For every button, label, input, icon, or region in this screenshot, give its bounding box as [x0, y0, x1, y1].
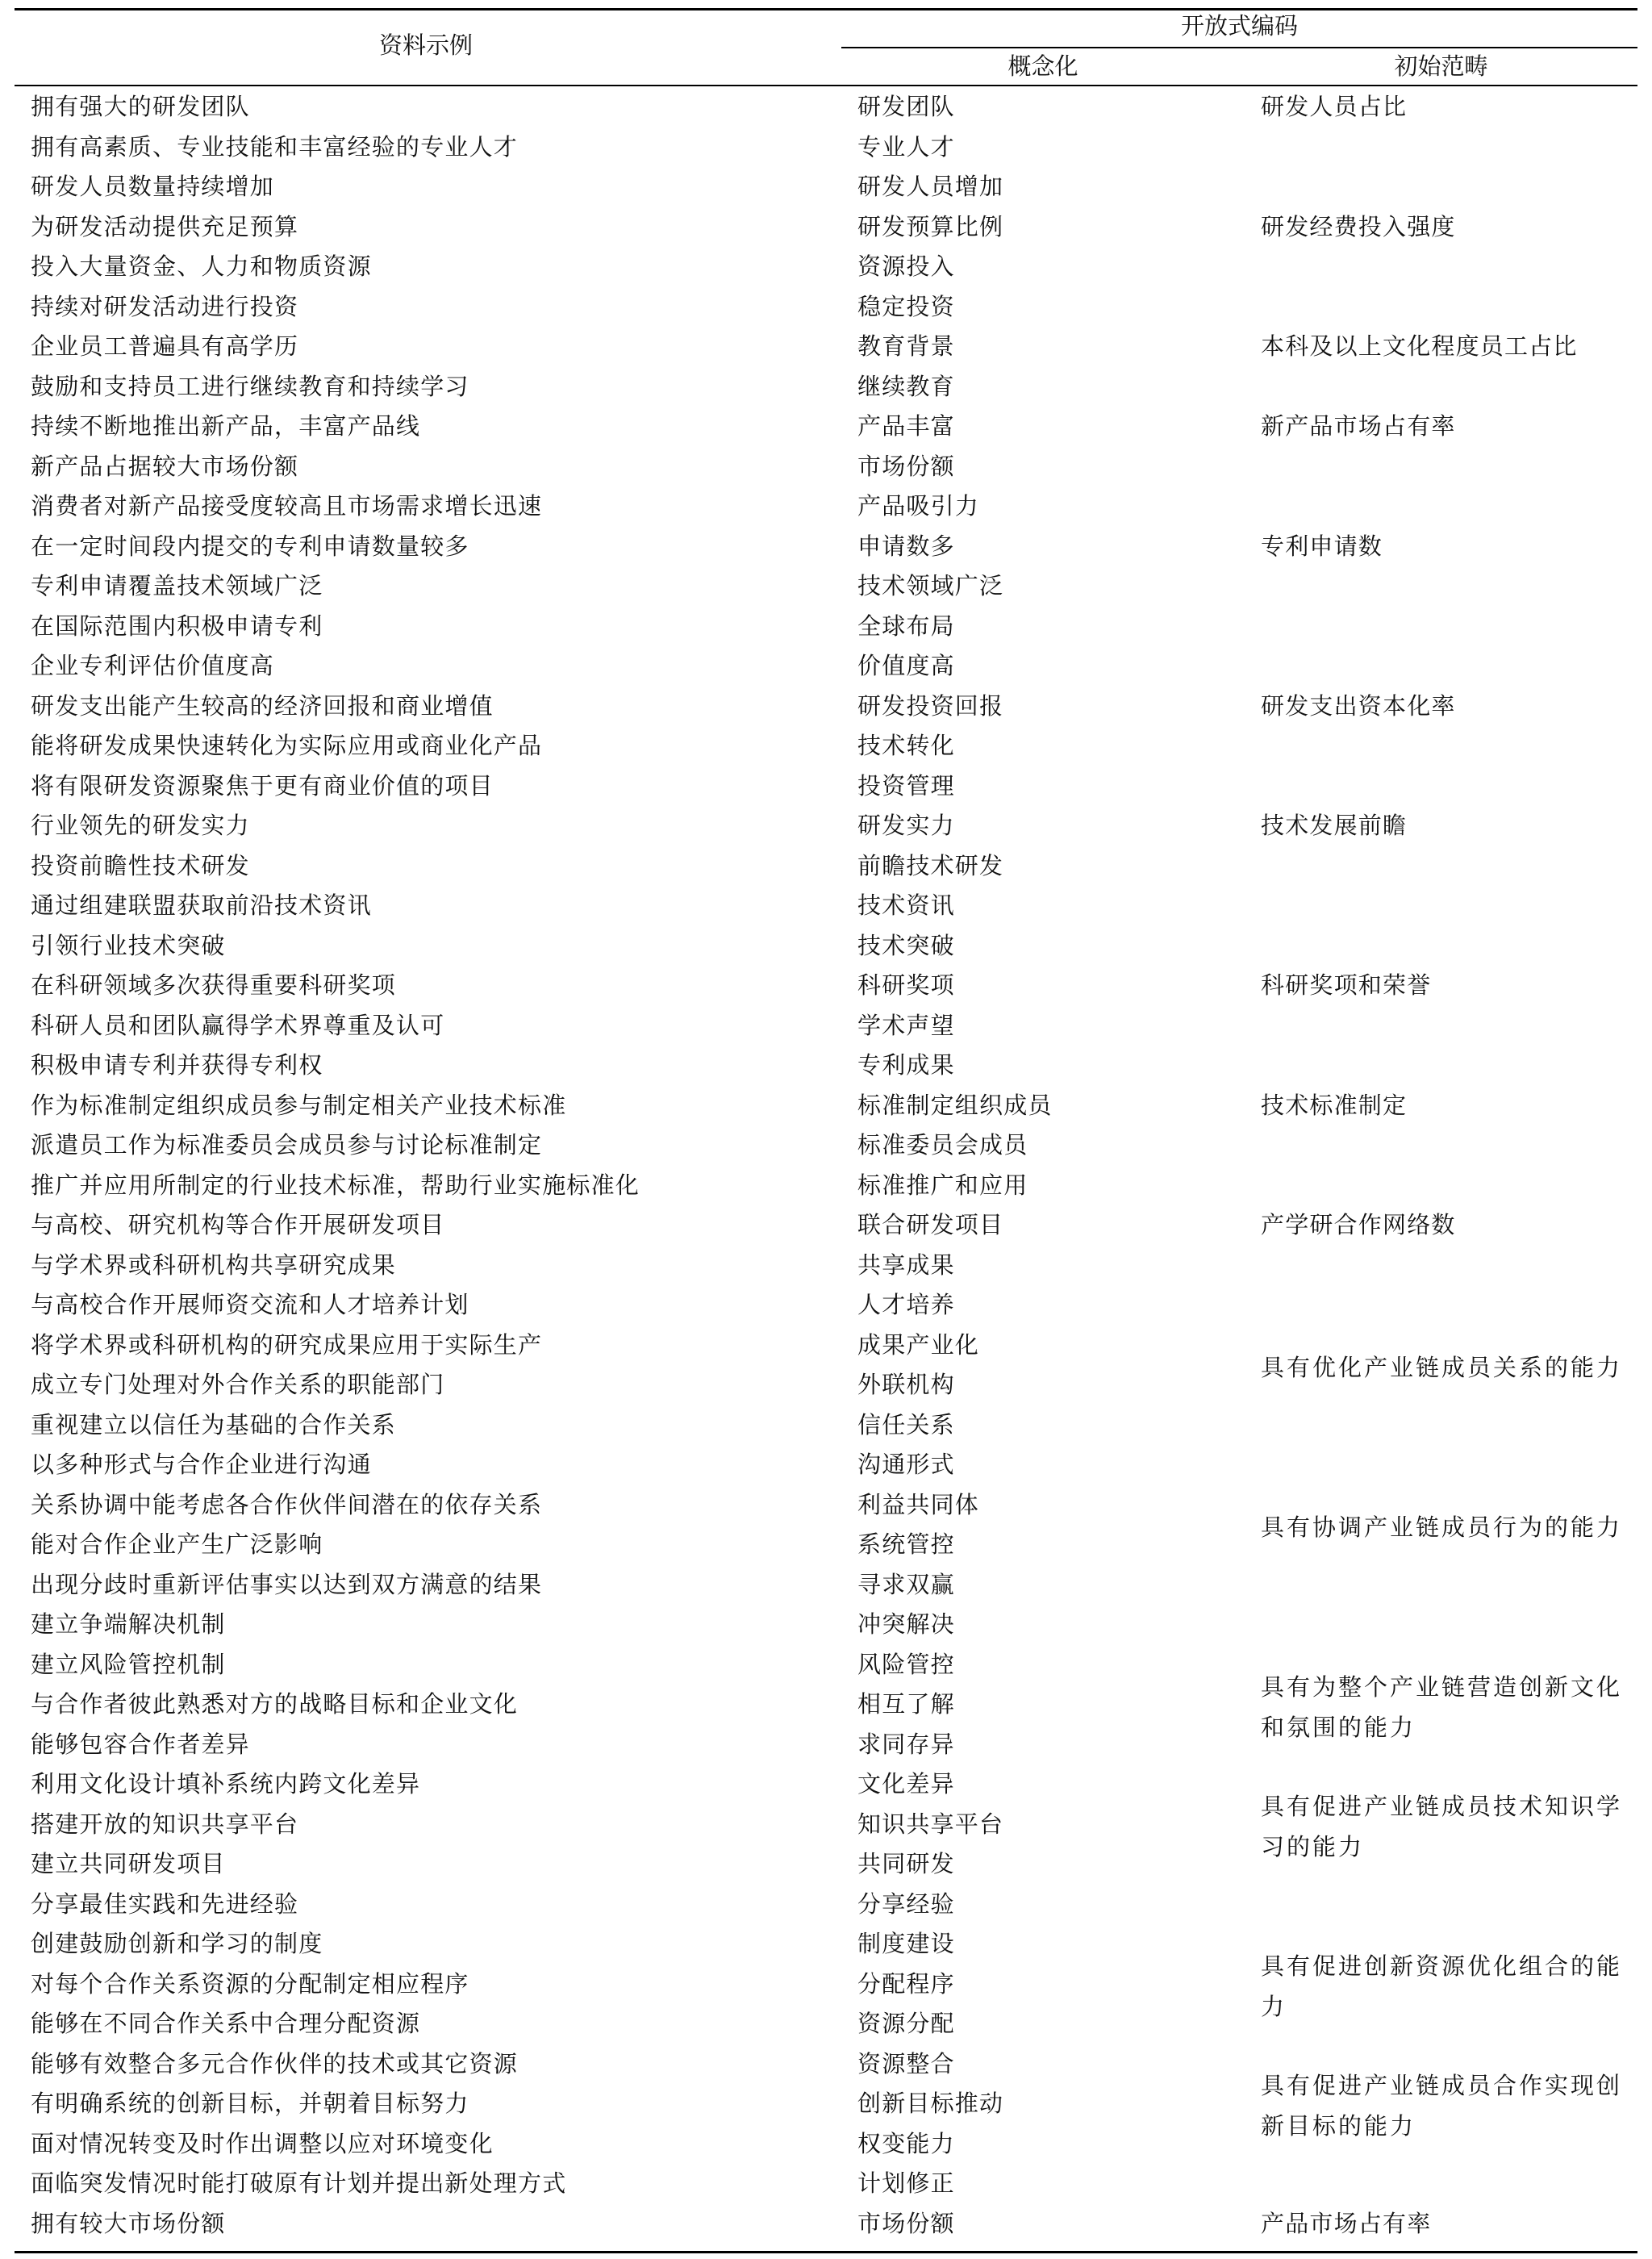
material-cell: 引领行业技术突破 [31, 931, 226, 959]
material-cell: 在一定时间段内提交的专利申请数量较多 [31, 532, 469, 560]
material-cell: 作为标准制定组织成员参与制定相关产业技术标准 [31, 1091, 567, 1119]
category-cell: 技术发展前瞻 [1261, 812, 1408, 839]
header-material: 资料示例 [378, 31, 473, 59]
material-cell: 在科研领域多次获得重要科研奖项 [31, 971, 397, 999]
material-cell: 企业员工普遍具有高学历 [31, 332, 299, 360]
material-cell: 关系协调中能考虑各合作伙伴间潜在的依存关系 [31, 1490, 543, 1518]
material-cell: 拥有高素质、专业技能和丰富经验的专业人才 [31, 132, 519, 161]
concept-cell: 文化差异 [857, 1770, 955, 1798]
category-cell: 技术标准制定 [1261, 1091, 1408, 1119]
concept-cell: 研发实力 [857, 812, 955, 839]
material-cell: 建立共同研发项目 [31, 1850, 226, 1877]
material-cell: 与高校、研究机构等合作开展研发项目 [31, 1211, 445, 1238]
material-cell: 能够包容合作者差异 [31, 1730, 250, 1758]
material-cell: 与合作者彼此熟悉对方的战略目标和企业文化 [31, 1690, 519, 1718]
material-cell: 专利申请覆盖技术领域广泛 [31, 572, 323, 599]
spanning-category-cell: 具有优化产业链成员关系的能力 [1261, 1354, 1623, 1381]
concept-cell: 价值度高 [857, 652, 955, 679]
category-cell: 新产品市场占有率 [1261, 412, 1456, 440]
concept-cell: 投资管理 [857, 771, 955, 800]
material-cell: 建立风险管控机制 [31, 1650, 226, 1678]
material-cell: 投资前瞻性技术研发 [31, 851, 250, 879]
concept-cell: 资源投入 [857, 253, 955, 280]
concept-cell: 联合研发项目 [857, 1211, 1004, 1238]
spanning-category-cell: 具有促进产业链成员技术知识学习的能力 [1261, 1793, 1623, 1860]
concept-cell: 专业人才 [857, 132, 955, 161]
category-cell: 研发人员占比 [1261, 93, 1408, 120]
material-cell: 与学术界或科研机构共享研究成果 [31, 1251, 397, 1279]
spanning-category-cell: 具有促进创新资源优化组合的能力 [1261, 1952, 1623, 2020]
concept-cell: 稳定投资 [857, 292, 955, 320]
material-cell: 能对合作企业产生广泛影响 [31, 1530, 323, 1558]
concept-cell: 全球布局 [857, 612, 955, 640]
concept-cell: 继续教育 [857, 372, 955, 400]
material-cell: 将学术界或科研机构的研究成果应用于实际生产 [31, 1330, 543, 1359]
top-rule [15, 8, 1637, 10]
material-cell: 推广并应用所制定的行业技术标准，帮助行业实施标准化 [31, 1171, 640, 1199]
material-cell: 分享最佳实践和先进经验 [31, 1889, 299, 1918]
category-cell: 产学研合作网络数 [1261, 1211, 1456, 1238]
concept-cell: 专利成果 [857, 1051, 955, 1079]
material-cell: 派遣员工作为标准委员会成员参与讨论标准制定 [31, 1131, 543, 1159]
concept-cell: 冲突解决 [857, 1610, 955, 1638]
concept-cell: 寻求双赢 [857, 1570, 955, 1598]
concept-cell: 风险管控 [857, 1650, 955, 1678]
material-cell: 拥有强大的研发团队 [31, 93, 250, 120]
concept-cell: 技术突破 [857, 931, 955, 959]
material-cell: 能够在不同合作关系中合理分配资源 [31, 2010, 421, 2037]
material-cell: 利用文化设计填补系统内跨文化差异 [31, 1770, 421, 1798]
concept-cell: 成果产业化 [857, 1330, 980, 1359]
concept-cell: 沟通形式 [857, 1451, 955, 1478]
material-cell: 研发人员数量持续增加 [31, 173, 275, 200]
material-cell: 搭建开放的知识共享平台 [31, 1810, 299, 1838]
concept-cell: 市场份额 [857, 2209, 955, 2237]
concept-cell: 技术转化 [857, 732, 955, 759]
concept-cell: 产品吸引力 [857, 492, 980, 520]
material-cell: 持续不断地推出新产品，丰富产品线 [31, 412, 421, 440]
concept-cell: 申请数多 [857, 532, 955, 560]
material-cell: 建立争端解决机制 [31, 1610, 226, 1638]
concept-cell: 技术领域广泛 [857, 572, 1004, 599]
material-cell: 鼓励和支持员工进行继续教育和持续学习 [31, 372, 469, 400]
concept-cell: 产品丰富 [857, 412, 955, 440]
category-cell: 产品市场占有率 [1261, 2209, 1432, 2237]
spanning-category-cell: 具有为整个产业链营造创新文化和氛围的能力 [1261, 1673, 1623, 1741]
concept-cell: 人才培养 [857, 1291, 955, 1318]
concept-cell: 信任关系 [857, 1410, 955, 1438]
category-cell: 科研奖项和荣誉 [1261, 971, 1432, 999]
concept-cell: 权变能力 [857, 2129, 955, 2157]
spanning-category-cell: 具有促进产业链成员合作实现创新目标的能力 [1261, 2072, 1623, 2140]
concept-cell: 计划修正 [857, 2169, 955, 2197]
material-cell: 有明确系统的创新目标，并朝着目标努力 [31, 2090, 469, 2117]
material-cell: 为研发活动提供充足预算 [31, 212, 299, 240]
concept-cell: 共同研发 [857, 1850, 955, 1877]
header-bottom-rule [15, 85, 1637, 86]
concept-cell: 共享成果 [857, 1251, 955, 1279]
material-cell: 与高校合作开展师资交流和人才培养计划 [31, 1291, 469, 1318]
concept-cell: 研发人员增加 [857, 173, 1004, 200]
category-cell: 本科及以上文化程度员工占比 [1261, 332, 1578, 360]
concept-cell: 分享经验 [857, 1889, 955, 1918]
material-cell: 重视建立以信任为基础的合作关系 [31, 1410, 397, 1438]
material-cell: 面对情况转变及时作出调整以应对环境变化 [31, 2129, 494, 2157]
material-cell: 新产品占据较大市场份额 [31, 452, 299, 480]
concept-cell: 教育背景 [857, 332, 955, 360]
concept-cell: 利益共同体 [857, 1490, 980, 1518]
header-category: 初始范畴 [1394, 52, 1488, 80]
header-open-coding: 开放式编码 [1180, 12, 1298, 40]
concept-cell: 制度建设 [857, 1930, 955, 1957]
material-cell: 拥有较大市场份额 [31, 2209, 226, 2237]
material-cell: 在国际范围内积极申请专利 [31, 612, 323, 640]
concept-cell: 研发投资回报 [857, 691, 1004, 720]
concept-cell: 研发预算比例 [857, 212, 1004, 240]
material-cell: 能将研发成果快速转化为实际应用或商业化产品 [31, 732, 543, 759]
concept-cell: 资源分配 [857, 2010, 955, 2037]
material-cell: 以多种形式与合作企业进行沟通 [31, 1451, 372, 1478]
material-cell: 将有限研发资源聚焦于更有商业价值的项目 [31, 771, 494, 800]
material-cell: 行业领先的研发实力 [31, 812, 250, 839]
concept-cell: 科研奖项 [857, 971, 955, 999]
material-cell: 积极申请专利并获得专利权 [31, 1051, 323, 1079]
concept-cell: 前瞻技术研发 [857, 851, 1004, 879]
bottom-rule [15, 2251, 1637, 2253]
material-cell: 出现分歧时重新评估事实以达到双方满意的结果 [31, 1570, 543, 1598]
material-cell: 成立专门处理对外合作关系的职能部门 [31, 1371, 445, 1398]
concept-cell: 外联机构 [857, 1371, 955, 1398]
spanning-category-cell: 具有协调产业链成员行为的能力 [1261, 1514, 1623, 1541]
concept-cell: 市场份额 [857, 452, 955, 480]
subheader-rule [841, 47, 1637, 48]
header-concept: 概念化 [1007, 52, 1078, 80]
concept-cell: 技术资讯 [857, 891, 955, 919]
concept-cell: 标准推广和应用 [857, 1171, 1028, 1199]
concept-cell: 相互了解 [857, 1690, 955, 1718]
material-cell: 通过组建联盟获取前沿技术资讯 [31, 891, 372, 919]
concept-cell: 分配程序 [857, 1969, 955, 1998]
material-cell: 企业专利评估价值度高 [31, 652, 275, 679]
material-cell: 对每个合作关系资源的分配制定相应程序 [31, 1969, 469, 1998]
material-cell: 科研人员和团队赢得学术界尊重及认可 [31, 1011, 445, 1039]
concept-cell: 资源整合 [857, 2049, 955, 2077]
material-cell: 研发支出能产生较高的经济回报和商业增值 [31, 691, 494, 720]
category-cell: 研发经费投入强度 [1261, 212, 1456, 240]
concept-cell: 标准委员会成员 [857, 1131, 1028, 1159]
concept-cell: 求同存异 [857, 1730, 955, 1758]
category-cell: 专利申请数 [1261, 532, 1383, 560]
category-cell: 研发支出资本化率 [1261, 691, 1456, 720]
concept-cell: 标准制定组织成员 [857, 1091, 1053, 1119]
concept-cell: 知识共享平台 [857, 1810, 1004, 1838]
concept-cell: 学术声望 [857, 1011, 955, 1039]
material-cell: 投入大量资金、人力和物质资源 [31, 253, 372, 280]
concept-cell: 研发团队 [857, 93, 955, 120]
material-cell: 消费者对新产品接受度较高且市场需求增长迅速 [31, 492, 543, 520]
material-cell: 持续对研发活动进行投资 [31, 292, 299, 320]
concept-cell: 系统管控 [857, 1530, 955, 1558]
concept-cell: 创新目标推动 [857, 2090, 1004, 2117]
material-cell: 面临突发情况时能打破原有计划并提出新处理方式 [31, 2169, 567, 2197]
material-cell: 创建鼓励创新和学习的制度 [31, 1930, 323, 1957]
material-cell: 能够有效整合多元合作伙伴的技术或其它资源 [31, 2049, 519, 2077]
